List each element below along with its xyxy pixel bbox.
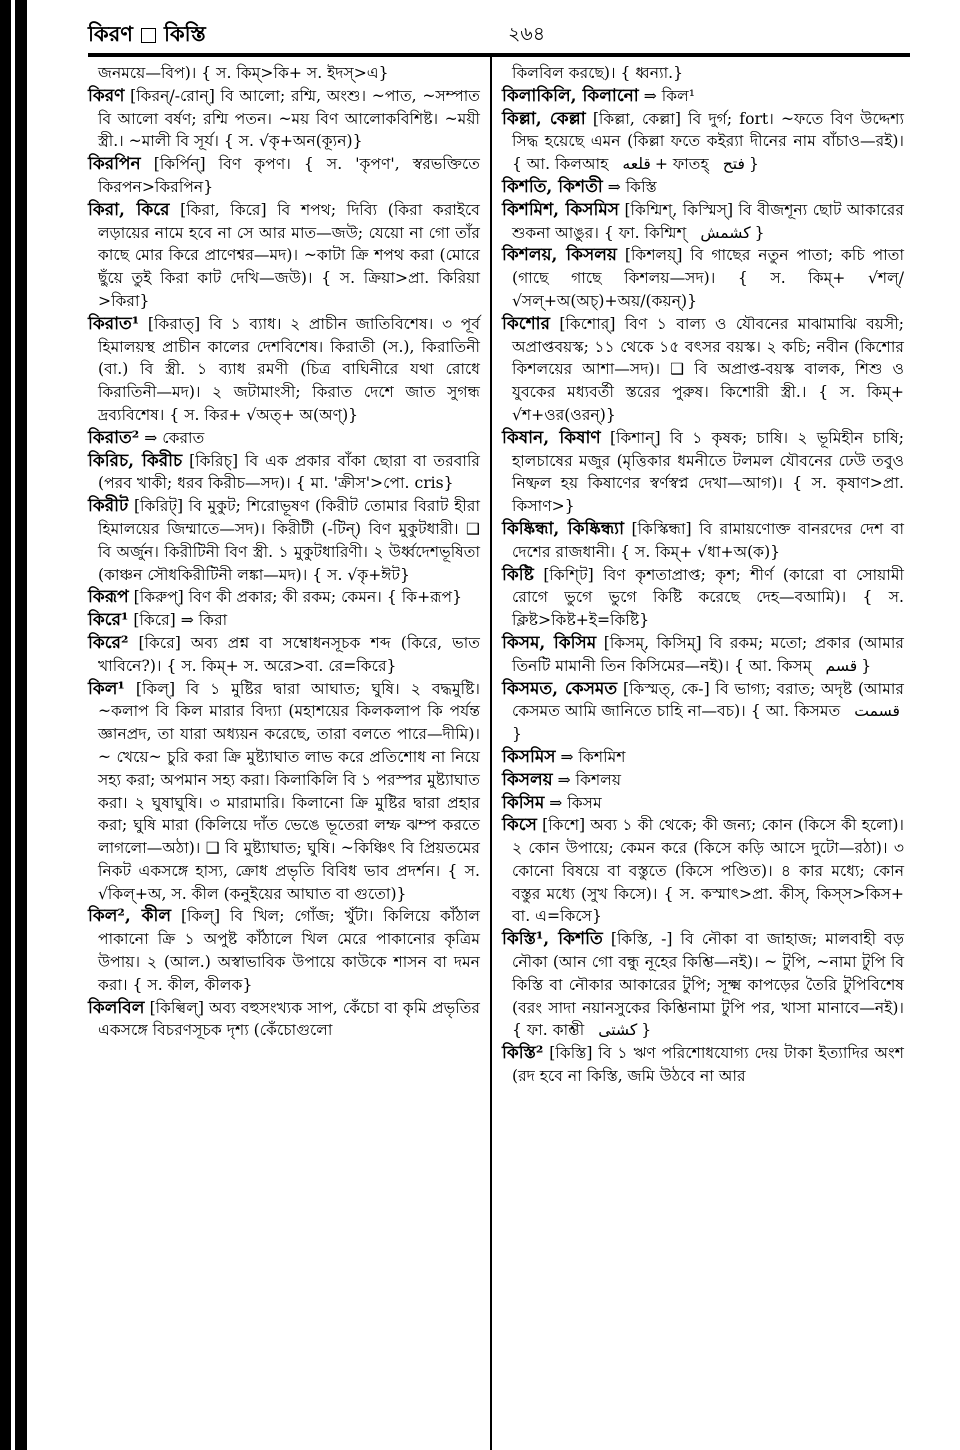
entry-definition-cont: }: [641, 1021, 652, 1040]
arabic-etymon: فتح: [722, 155, 745, 174]
dictionary-entry: [88, 905, 480, 996]
dictionary-entry: [88, 609, 480, 632]
dictionary-entry: [502, 427, 904, 518]
entry-headword: কিল¹: [88, 678, 125, 699]
entry-headword: কিশলয়, কিসলয়: [502, 245, 617, 266]
arabic-etymon: قسمت: [854, 702, 900, 721]
entry-headword: কিরূপ: [88, 587, 129, 608]
entry-headword: কিরা, কিরে: [88, 199, 170, 220]
entry-definition: ⇒ কেরাত: [144, 428, 205, 447]
entry-definition: [কিরন্/-রোন্] বি আলো; রশ্মি, অংশু। ~পাত, ~সম্পাত বি আলো বর্ষণ; রশ্মি পতন। ~ময় বিণ আলোকবিশিষ্ট। ~ময়ী স্ত্রী.। ~মালী বি সূর্য। { স. √কৃ+অন(ক্যূন)}: [98, 86, 480, 151]
entry-definition-cont: }: [748, 155, 759, 174]
entry-headword: কিরে¹: [88, 610, 129, 631]
entry-definition: [কিল্বিল্] অব্য বহুসংখ্যক সাপ, কেঁচো বা কৃমি প্রভৃতির একসঙ্গে বিচরণসূচক দৃশ্য (কেঁচোগুলো: [98, 998, 480, 1040]
dictionary-entry: [88, 997, 480, 1043]
entry-headword: কিশোর: [502, 313, 550, 334]
entry-definition: [কিরিট্] বি মুকুট; শিরোভূষণ (কিরীট তোমার বিরাট হীরা হিমালয়ের জিম্মাতে—সদ)। কিরীটী (-টিন্) বিণ মুকুটধারী। ❑ বি অর্জুন। কিরীটিনী বিণ স্ত্রী. ১ মুকুটধারিণী। ২ উর্ধ্বদেশভূষিতা (কাঞ্চন সৌধকিরীটিনী লঙ্কা—মদ)। { স. √কৃ+ঈট}: [98, 497, 480, 584]
guide-separator-box-icon: [141, 28, 156, 43]
dictionary-entry: [88, 85, 480, 153]
dictionary-entry: [502, 632, 904, 678]
entry-headword: কিরাত²: [88, 427, 140, 448]
entry-headword: কিষান, কিষাণ: [502, 427, 601, 448]
entry-headword: কিল², কীল: [88, 906, 172, 927]
dictionary-entry: [88, 313, 480, 427]
arabic-etymon: كشمش: [700, 223, 751, 242]
entry-definition: ⇒ কিশলয়: [557, 770, 622, 789]
entry-headword: কিরাত¹: [88, 313, 140, 334]
dictionary-entry: [502, 746, 904, 769]
entry-headword: কিসলয়: [502, 769, 553, 790]
entry-definition: [কিরাত্] বি ১ ব্যাধ। ২ প্রাচীন জাতিবিশেষ। ৩ পূর্ব হিমালয়স্থ প্রাচীন কালের দেশবিশেষ। কিরাতী (স.), কিরাতিনী (বা.) বি স্ত্রী. ১ ব্যাধ রমণী (চিত্র বাঘিনীরে যথা রোধে কিরাতিনী—মদ)। ২ জটামাংসী; কিরাত দেশে জাত সুগন্ধ দ্রব্যবিশেষ। { স. কির+ √অত্+ অ(অণ্)}: [98, 314, 480, 424]
dictionary-entry: [502, 313, 904, 427]
entry-definition: [কিস্তি] বি ১ ঋণ পরিশোধযোগ্য দেয় টাকা ইত্যাদির অংশ (রদ হবে না কিস্তি, জমি উঠবে না আর: [512, 1044, 904, 1086]
entry-definition: [কিস্তি, -] বি নৌকা বা জাহাজ; মালবাহী বড় নৌকা (আন গো বন্ধু নূহের কিশ্তি—নই)। ~ টুপি, ~নামা টুপি বি কিস্তি বা নৌকার আকারের টুপি; সূক্ষ্ম কাপড়ের তৈরি টুপিবিশেষ (বরং সাদা নয়ানসুকের কিশ্তিনামা টুপি পর, খাসা মানাবে—নই)। { ফা. কাশ্তী: [512, 930, 904, 1040]
entry-text: জনময়ে—বিপ)। { স. কিম্>কি+ স. ইদস্>এ}: [98, 64, 389, 82]
entry-headword: কিষ্টি: [502, 564, 534, 585]
dictionary-entry: [502, 928, 904, 1042]
entry-definition: [কিসম্, কিসিম্] বি রকম; মতো; প্রকার (আমার তিনটি মামানী তিন কিসিমের—নই)। { আ. কিসম্: [512, 633, 905, 675]
entry-headword: কিলবিল: [88, 997, 145, 1018]
entry-definition: [কিশান্] বি ১ কৃষক; চাষি। ২ ভূমিহীন চাষি; হালচাষের মজুর (মৃত্তিকার ধমনীতে টলমল যৌবনের ঢেউ তবুও নিষ্ফল হয় কিষাণের স্বর্ণস্বপ্ন দেখা—আগ)। { স. কৃষাণ>প্রা. কিসাণ>}: [512, 428, 904, 516]
entry-definition-cont: }: [861, 656, 872, 675]
dictionary-entry: [88, 427, 480, 450]
arabic-etymon: كشتى: [598, 1021, 638, 1040]
guide-first-word: কিরণ: [88, 21, 133, 46]
guide-last-word: কিস্তি: [163, 21, 206, 46]
dictionary-entry: [502, 85, 904, 108]
entry-definition: [কিল্লা, কেল্লা] বি দুর্গ; fort। ~ফতে বিণ উদ্দেশ্য সিদ্ধ হয়েছে এমন (কিল্লা ফতে কইর‍্যা দীনের নাম বাঁচাও—রই)। { আ. কিলআহ: [512, 109, 904, 174]
entry-definition: [কিরুপ্] বিণ কী প্রকার; কী রকম; কেমন। { কি+রূপ}: [133, 588, 463, 607]
dictionary-entry: [502, 244, 904, 312]
dictionary-entry: [502, 792, 904, 815]
entry-definition: ⇒ কিস্তি: [607, 177, 657, 196]
binding-gap: [11, 0, 15, 1450]
entry-headword: কিরণ: [88, 85, 125, 106]
entry-definition: [কিস্কিন্ধা] বি রামায়ণোক্ত বানরদের দেশ বা দেশের রাজধানী। { স. কিম্+ √ধা+অ(ক)}: [512, 519, 904, 561]
page-number: ২৬৪: [508, 23, 546, 45]
entry-headword: কিরীট: [88, 496, 129, 517]
entry-headword: কিশমিশ, কিসমিস: [502, 199, 620, 220]
continued-entry-text: [88, 62, 480, 85]
entry-definition: [কিস্মত্, কে-] বি ভাগ্য; বরাত; অদৃষ্ট (আমার কেসমত আমি জানিতে চাহি না—বচ)। { আ. কিসমত: [512, 679, 904, 721]
dictionary-entry: [88, 495, 480, 586]
entry-definition: ⇒ কিসম: [549, 793, 602, 812]
entry-definition: [কিশ্টি] বিণ কৃশতাপ্রাপ্ত; কৃশ; শীর্ণ (কারো বা সোয়ামী রোগে ভুগে ভুগে কিষ্টি করেছে দেহ—বআমি)। { স. ক্লিষ্ট>কিষ্ট+ই=কিষ্টি}: [512, 565, 904, 630]
entry-definition: [কিরে] ⇒ কিরা: [133, 611, 228, 630]
entry-headword: কিসে: [502, 815, 537, 836]
entry-definition-cont: + ফাতহ্: [654, 155, 709, 174]
entry-headword: কিস্তি²: [502, 1043, 544, 1064]
entry-definition-cont: }: [754, 223, 765, 242]
guide-words: [88, 18, 206, 53]
entry-headword: কিষ্কিন্ধা, কিষ্কিন্ধ্যা: [502, 518, 625, 539]
dictionary-entry: [502, 108, 904, 176]
entry-definition: [কিল্] বি ১ মুষ্টির দ্বারা আঘাত; ঘুষি। ২ বদ্ধমুষ্টি। ~কলাপ বি কিল মারার বিদ্যা (মহাশয়ের কিলকলাপ কি পর্যন্ত জ্ঞানপ্রদ, তা যারা অধ্যয়ন করেছে, তারা বলতে পারে—দীমি)। ~ খেয়ে~ চুরি করা ক্রি মুষ্ট্যাঘাত লাভ করে প্রতিশোধ না নিয়ে সহ্য করা; অপমান সহ্য করা। কিলাকিলি বি ১ পরস্পর মুষ্ট্যাঘাত করা। ২ ঘুষাঘুষি। ৩ মারামারি। কিলানো ক্রি মুষ্টির দ্বারা প্রহার করা; ঘুষি মারা (কিলিয়ে দাঁত ভেঙে ভূতেরা লম্ফ ঝম্প করতে লাগলো—অঠা)। ❑ বি মুষ্ট্যাঘাত; ঘুষি। ~কিঞ্চিৎ বি প্রিয়তমের নিকট একসঙ্গে হাস্য, ক্রোধ প্রভৃতি বিবিধ ভাব প্রদর্শন। { স. √কিল্+অ, স. কীল (কনুইয়ের আঘাত বা গুতো)}: [98, 679, 480, 903]
entry-headword: কিশতি, কিশতী: [502, 176, 603, 197]
entry-headword: কিসমিস: [502, 746, 556, 767]
entry-headword: কিরে²: [88, 632, 129, 653]
entry-headword: কিলাকিলি, কিলানো: [502, 85, 639, 106]
entry-headword: কিরিচ, কিরীচ: [88, 450, 183, 471]
entry-headword: কিরপিন: [88, 154, 141, 175]
entry-headword: কিল্লা, কেল্লা: [502, 108, 586, 129]
entry-definition: [কিশ্মিশ্, কিস্মিস্] বি বীজশূন্য ছোট আকারের শুকনা আঙুর। { ফা. কিশ্মিশ্: [512, 200, 904, 242]
dictionary-entry: [88, 586, 480, 609]
dictionary-entry: [502, 176, 904, 199]
entry-definition: [কিরিচ্] বি এক প্রকার বাঁকা ছোরা বা তরবারি (পরব খাকী; ধরব কিরীচ—সদ)। { মা. 'ক্রীস'>পো. cris}: [98, 451, 480, 493]
entry-headword: কিসিম: [502, 792, 545, 813]
dictionary-entry: [502, 1042, 904, 1088]
entry-definition: [কিরা, কিরে] বি শপথ; দিব্যি (কিরা করাইবে লড়ায়ের নামে হবে না সে আর মাত—জউ; যেয়ো না গো তাঁর কাছে মোর কিরে প্রাণেশ্বর—মদ)। ~কাটা ক্রি শপথ করা (মোরে ছুঁয়ে তুই কিরা কাট দেখি—জউ)। { স. ক্রিয়া>প্রা. কিরিয়া >কিরা}: [98, 200, 480, 310]
entry-definition: ⇒ কিল¹: [643, 86, 695, 105]
left-column: [88, 62, 480, 1042]
arabic-etymon: قسم: [825, 656, 858, 675]
binding-line: [24, 0, 27, 1450]
dictionary-entry: [88, 450, 480, 496]
arabic-etymon: قلعه: [622, 155, 651, 174]
dictionary-entry: [88, 632, 480, 678]
dictionary-entry: [88, 153, 480, 199]
dictionary-entry: [502, 199, 904, 245]
entry-definition: [কিশোর্] বিণ ১ বাল্য ও যৌবনের মাঝামাঝি বয়সী; অপ্রাপ্তবয়স্ক; ১১ থেকে ১৫ বৎসর বয়স্ক। ২ কচি; নবীন (কিশোর কিশলয়ের আশা—সদ)। ❑ বি অপ্রাপ্ত-বয়স্ক বালক, শিশু ও যুবকের মধ্যবর্তী স্তরের পুরুষ। কিশোরী স্ত্রী.। { স. কিম্+ √শ+ওর(ওরন্)}: [512, 314, 904, 424]
entry-definition: [কিল্] বি খিল; গোঁজ; খুঁটা। কিলিয়ে কাঁঠাল পাকানো ক্রি ১ অপুষ্ট কাঁঠালে খিল মেরে পাকানোর কৃত্রিম উপায়। ২ (আল.) অস্বাভাবিক উপায়ে কাউকে শাসন বা দমন করা। { স. কীল, কীলক}: [98, 907, 480, 994]
column-divider: [490, 56, 492, 1450]
dictionary-entry: [502, 518, 904, 564]
dictionary-entry: [502, 814, 904, 928]
entry-headword: কিসম, কিসিম: [502, 632, 597, 653]
dictionary-entry: [502, 769, 904, 792]
dictionary-entry: [88, 199, 480, 313]
entry-definition: [কিরে] অব্য প্রশ্ন বা সম্বোধনসূচক শব্দ (কিরে, ভাত খাবিনে?)। { স. কিম্+ স. অরে>বা. রে=কিরে}: [98, 633, 480, 675]
continued-entry-text: [502, 62, 904, 85]
dictionary-entry: [502, 678, 904, 746]
entry-definition: [কিশলয়্] বি গাছের নতুন পাতা; কচি পাতা (গাছে গাছে কিশলয়—সদ)। { স. কিম্+ √শল্/ √সল্+অ(অচ্)+অয়/(কয়ন্)}: [512, 246, 904, 310]
dictionary-entry: [88, 678, 480, 906]
entry-definition-cont: }: [512, 725, 522, 744]
entry-headword: কিসমত, কেসমত: [502, 678, 618, 699]
entry-text: কিলবিল করছে)। { ধ্বন্যা.}: [512, 64, 683, 82]
dictionary-entry: [502, 564, 904, 632]
right-column: [502, 62, 904, 1088]
entry-definition: [কিশে] অব্য ১ কী থেকে; কী জন্য; কোন (কিসে কী হলো)। ২ কোন উপায়ে; কেমন করে (কিসে কড়ি আসে দুটো—রঠা)। ৩ কোনো বিষয়ে বা বস্তুতে (কিসে পণ্ডিত)। ৪ কার মধ্যে; কোন বস্তুর মধ্যে (সুখ কিসে)। { স. কস্মাৎ>প্রা. কীস্, কিস্স>কিস+ বা. এ=কিসে}: [512, 816, 904, 926]
entry-definition: [কির্পিন্] বিণ কৃপণ। { স. 'কৃপণ', স্বরভক্তিতে কিরপন>কিরপিন}: [98, 155, 480, 196]
entry-definition: ⇒ কিশমিশ: [560, 747, 626, 766]
header-rule: [88, 53, 910, 57]
entry-headword: কিস্তি¹, কিশতি: [502, 929, 603, 950]
page-header: [88, 18, 908, 48]
